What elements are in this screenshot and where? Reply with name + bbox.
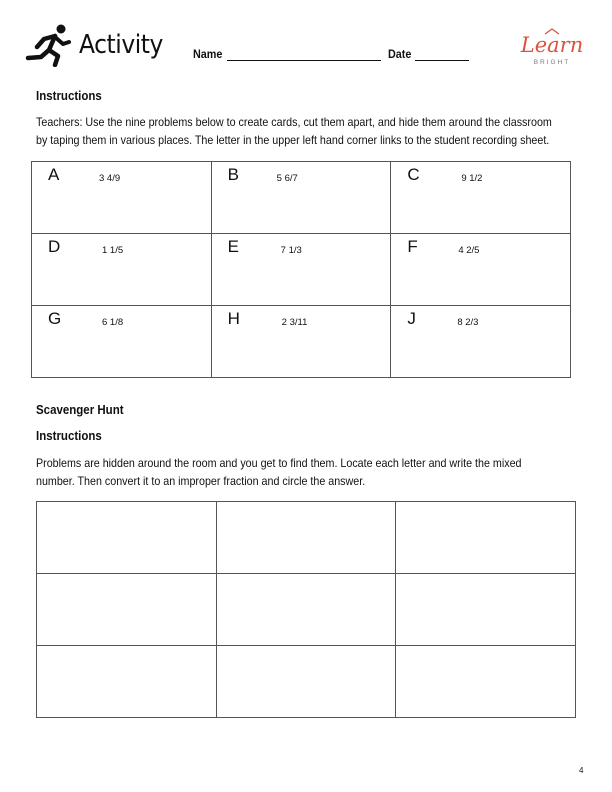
learn-bright-logo	[519, 28, 585, 72]
date-label: Date	[388, 47, 412, 61]
teacher-instructions-line-2: by taping them in various places. The letter in the upper left hand corner links to the student recording sheet.	[36, 133, 550, 147]
problem-card	[391, 162, 571, 234]
card-letter: H	[227, 309, 240, 328]
logo-text-bright: BRIGHT	[533, 59, 571, 66]
card-letter: C	[407, 165, 420, 184]
answer-cell[interactable]	[216, 646, 396, 718]
logo-text-learn: Learn	[520, 33, 584, 57]
name-field[interactable]	[227, 60, 381, 61]
card-letter: J	[407, 309, 416, 328]
problem-card	[211, 162, 391, 234]
problem-card	[391, 306, 571, 378]
name-label: Name	[193, 47, 223, 61]
student-instructions-line-2: number. Then convert it to an improper fraction and circle the answer.	[36, 474, 366, 488]
problem-card	[32, 234, 212, 306]
card-mixed-number: 9 1/2	[461, 173, 483, 184]
card-mixed-number: 6 1/8	[102, 317, 124, 328]
answer-cell[interactable]	[396, 574, 576, 646]
answer-cell[interactable]	[37, 574, 217, 646]
answer-cell[interactable]	[216, 574, 396, 646]
card-mixed-number: 5 6/7	[276, 173, 298, 184]
card-letter: E	[227, 237, 239, 256]
problem-card	[211, 306, 391, 378]
card-mixed-number: 2 3/11	[281, 317, 308, 328]
card-letter: F	[407, 237, 418, 256]
answer-cell[interactable]	[216, 502, 396, 574]
date-field[interactable]	[415, 60, 469, 61]
instructions-heading: Instructions	[36, 89, 102, 103]
card-mixed-number: 8 2/3	[457, 317, 479, 328]
answer-cell[interactable]	[37, 646, 217, 718]
problem-card	[32, 306, 212, 378]
student-instructions	[36, 454, 572, 490]
card-mixed-number: 3 4/9	[99, 173, 121, 184]
answer-cell[interactable]	[396, 502, 576, 574]
problem-card	[32, 162, 212, 234]
student-instructions-heading: Instructions	[36, 429, 102, 443]
card-letter: G	[48, 309, 62, 328]
answer-cell[interactable]	[37, 502, 217, 574]
page-title: Activity	[79, 30, 163, 60]
answer-cell[interactable]	[396, 646, 576, 718]
running-person-icon	[22, 23, 72, 67]
card-mixed-number: 4 2/5	[458, 245, 480, 256]
card-letter: A	[48, 165, 60, 184]
problem-card	[391, 234, 571, 306]
page-number: 4	[579, 766, 584, 775]
teacher-instructions-line-1: Teachers: Use the nine problems below to create cards, cut them apart, and hide them around the classroom	[36, 115, 552, 129]
card-letter: D	[48, 237, 61, 256]
student-instructions-line-1: Problems are hidden around the room and you get to find them. Locate each letter and write the mixed	[36, 456, 522, 470]
card-letter: B	[227, 165, 239, 184]
scavenger-hunt-heading: Scavenger Hunt	[36, 403, 124, 417]
card-mixed-number: 7 1/3	[280, 245, 302, 256]
recording-sheet-table	[36, 501, 576, 718]
problem-card	[211, 234, 391, 306]
card-mixed-number: 1 1/5	[102, 245, 124, 256]
teacher-instructions	[36, 113, 572, 149]
problem-cards-table	[31, 161, 571, 378]
